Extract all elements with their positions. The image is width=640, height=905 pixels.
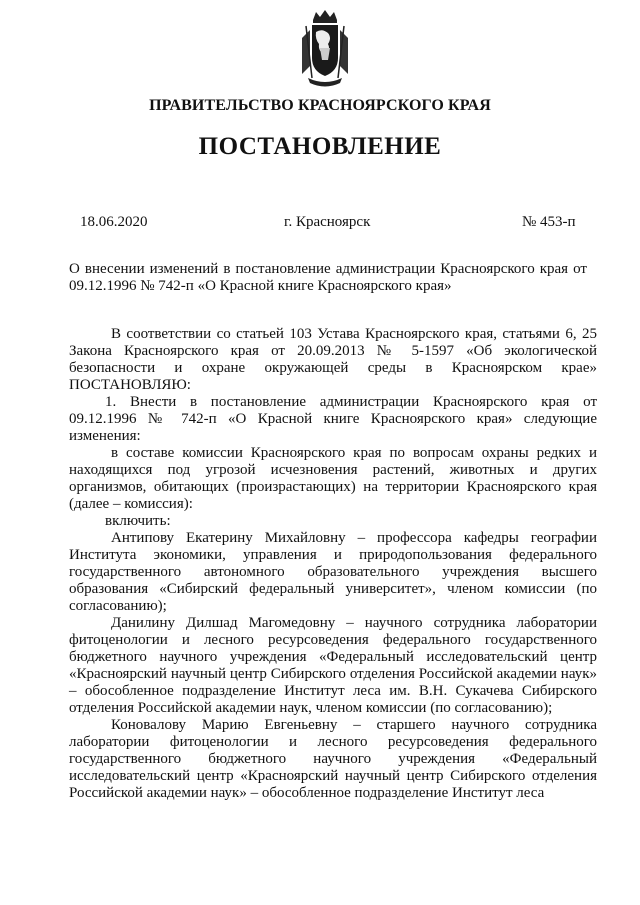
document-number: № 453-п (522, 214, 576, 230)
commission-paragraph: в составе комиссии Красноярского края по вопросам охраны редких и находящихся под угрозой исчезновения растений, животных и других организмов, обитающих (произрастающих) на территории Красноярского края (далее – комиссия): (69, 445, 597, 512)
member-antipova-paragraph: Антипову Екатерину Михайловну – профессора кафедры географии Института экономики, управления и природопользования федерального государственного автономного образовательного учреждения высшего образования «Сибирский федеральный университет», членом комиссии (по согласованию); (69, 530, 597, 614)
organization-title: ПРАВИТЕЛЬСТВО КРАСНОЯРСКОГО КРАЯ (149, 97, 491, 114)
include-paragraph: включить: (105, 513, 171, 529)
document-subject: О внесении изменений в постановление администрации Красноярского края от 09.12.1996 № 742-п «О Красной книге Красноярского края» (69, 261, 587, 294)
preamble-paragraph: В соответствии со статьей 103 Устава Красноярского края, статьями 6, 25 Закона Красноярского края от 20.09.2013 № 5-1597 «Об экологической безопасности и охране окружающей среды в Красноярском крае» ПОСТАНОВЛЯЮ: (69, 326, 597, 393)
coat-of-arms-icon (298, 8, 352, 88)
member-danilina-paragraph: Данилину Дилшад Магомедовну – научного сотрудника лаборатории фитоценологии и лесного ресурсоведения федерального государственного бюджетного научного учреждения «Федеральный исследовательский центр «Красноярский научный центр Сибирского отделения Российской академии наук» – обособленное подразделение Институт леса им. В.Н. Сукачева Сибирского отделения Российской академии наук, членом комиссии (по согласованию); (69, 615, 597, 716)
member-konovalova-paragraph: Коновалову Марию Евгеньевну – старшего научного сотрудника лаборатории фитоценологии и лесного ресурсоведения федерального государственного бюджетного научного учреждения «Федеральный исследовательский центр «Красноярский научный центр Сибирского отделения Российской академии наук» – обособленное подразделение Институт леса (69, 717, 597, 801)
clause-1-paragraph: 1. Внести в постановление администрации Красноярского края от 09.12.1996 № 742-п «О Красной книге Красноярского края» следующие изменения: (69, 394, 597, 444)
document-body (69, 326, 597, 802)
document-date: 18.06.2020 (80, 214, 148, 230)
document-city: г. Красноярск (284, 214, 371, 230)
document-type-title: ПОСТАНОВЛЕНИЕ (198, 133, 442, 160)
